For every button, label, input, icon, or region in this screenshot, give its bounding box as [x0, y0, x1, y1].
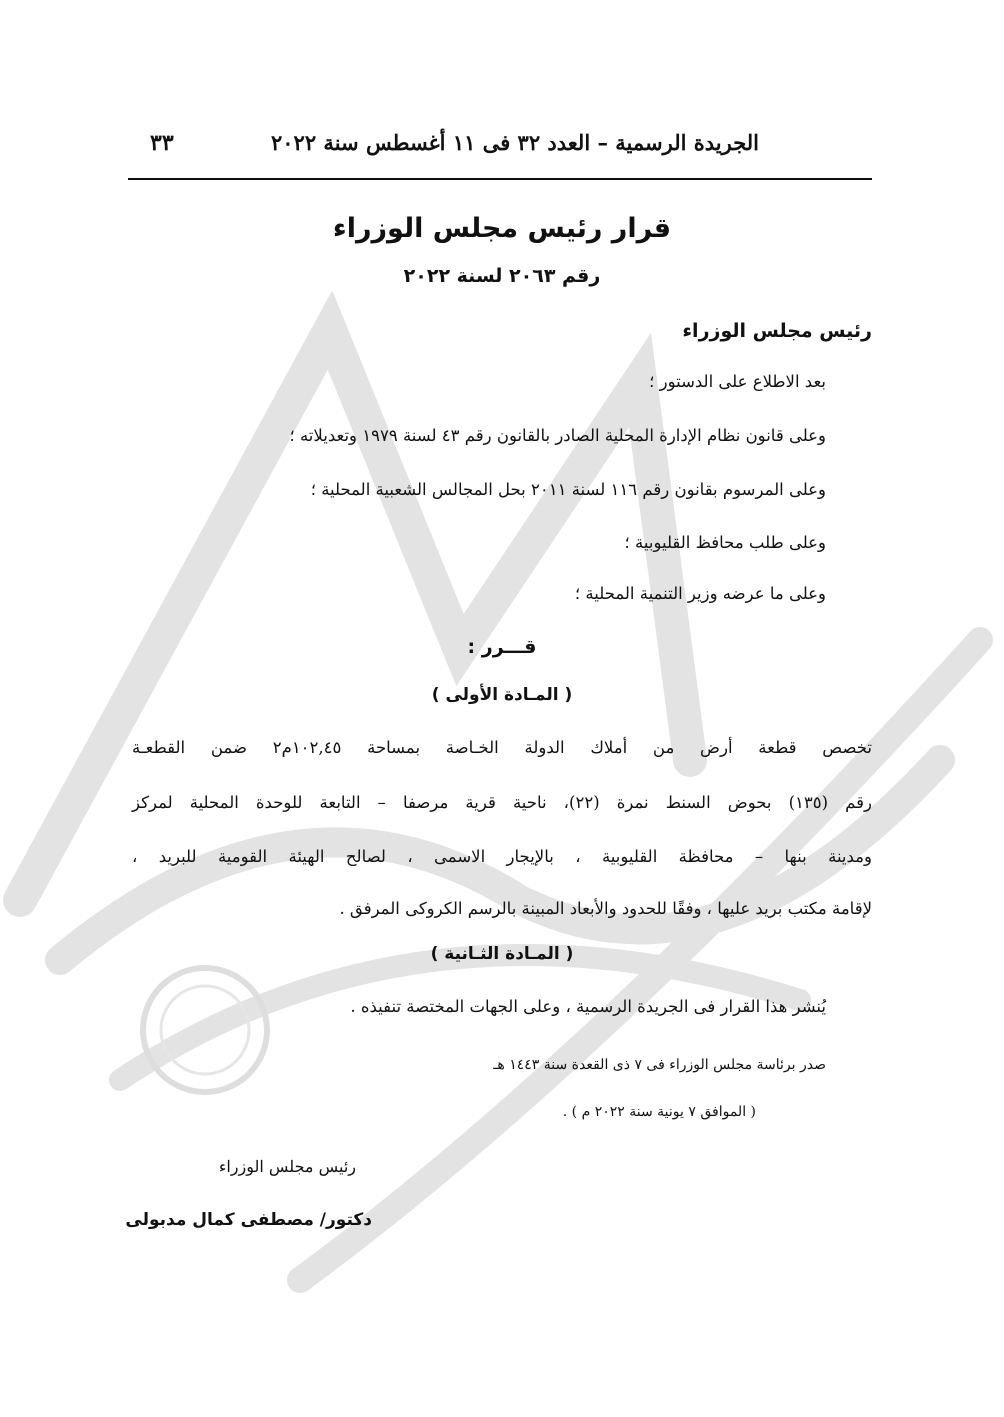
preamble-line: وعلى قانون نظام الإدارة المحلية الصادر بالقانون رقم ٤٣ لسنة ١٩٧٩ وتعديلاته ؛ [289, 426, 826, 445]
article-1-line: لإقامة مكتب بريد عليها ، وفقًا للحدود والأبعاد المبينة بالرسم الكروكى المرفق . [339, 899, 872, 918]
article-1-line: تخصص قطعة أرض من أملاك الدولة الخـاصة بمساحة ١٠٢,٤٥م٢ ضمن القطعـة [132, 738, 873, 757]
signatory-name: دكتور/ مصطفى كمال مدبولى [125, 1210, 372, 1230]
issuance-date-gregorian: ( الموافق ٧ يونية سنة ٢٠٢٢ م ) . [562, 1104, 756, 1120]
article-1-title: ( المـادة الأولى ) [431, 685, 573, 705]
preamble-line: وعلى المرسوم بقانون رقم ١١٦ لسنة ٢٠١١ بحل المجالس الشعبية المحلية ؛ [310, 480, 826, 499]
header-divider [128, 178, 872, 180]
article-1-line: رقم (١٣٥) بحوض السنط نمرة (٢٢)، ناحية قرية مرصفا – التابعة للوحدة المحلية لمركز [132, 793, 872, 812]
preamble-line: بعد الاطلاع على الدستور ؛ [649, 372, 826, 391]
decree-number: رقم ٢٠٦٣ لسنة ٢٠٢٢ [403, 265, 601, 287]
preamble-line: وعلى ما عرضه وزير التنمية المحلية ؛ [574, 584, 826, 603]
preamble-line: وعلى طلب محافظ القليوبية ؛ [624, 533, 826, 552]
decided-heading: قـــرر : [467, 636, 537, 658]
page-number: ٣٣ [150, 130, 174, 156]
article-2-title: ( المـادة الثـانية ) [430, 944, 574, 964]
decree-title: قرار رئيس مجلس الوزراء [332, 213, 672, 244]
gazette-header-title: الجريدة الرسمية – العدد ٣٢ فى ١١ أغسطس سنة ٢٠٢٢ [271, 130, 759, 155]
article-2-text: يُنشر هذا القرار فى الجريدة الرسمية ، وعلى الجهات المختصة تنفيذه . [350, 997, 826, 1016]
signatory-title: رئيس مجلس الوزراء [218, 1157, 356, 1176]
issuance-date-hijri: صدر برئاسة مجلس الوزراء فى ٧ ذى القعدة سنة ١٤٤٣ هـ [493, 1057, 826, 1073]
issuer-heading: رئيس مجلس الوزراء [682, 320, 872, 342]
article-1-line: ومدينة بنها – محافظة القليوبية ، بالإيجار الاسمى ، لصالح الهيئة القومية للبريد ، [132, 847, 872, 866]
